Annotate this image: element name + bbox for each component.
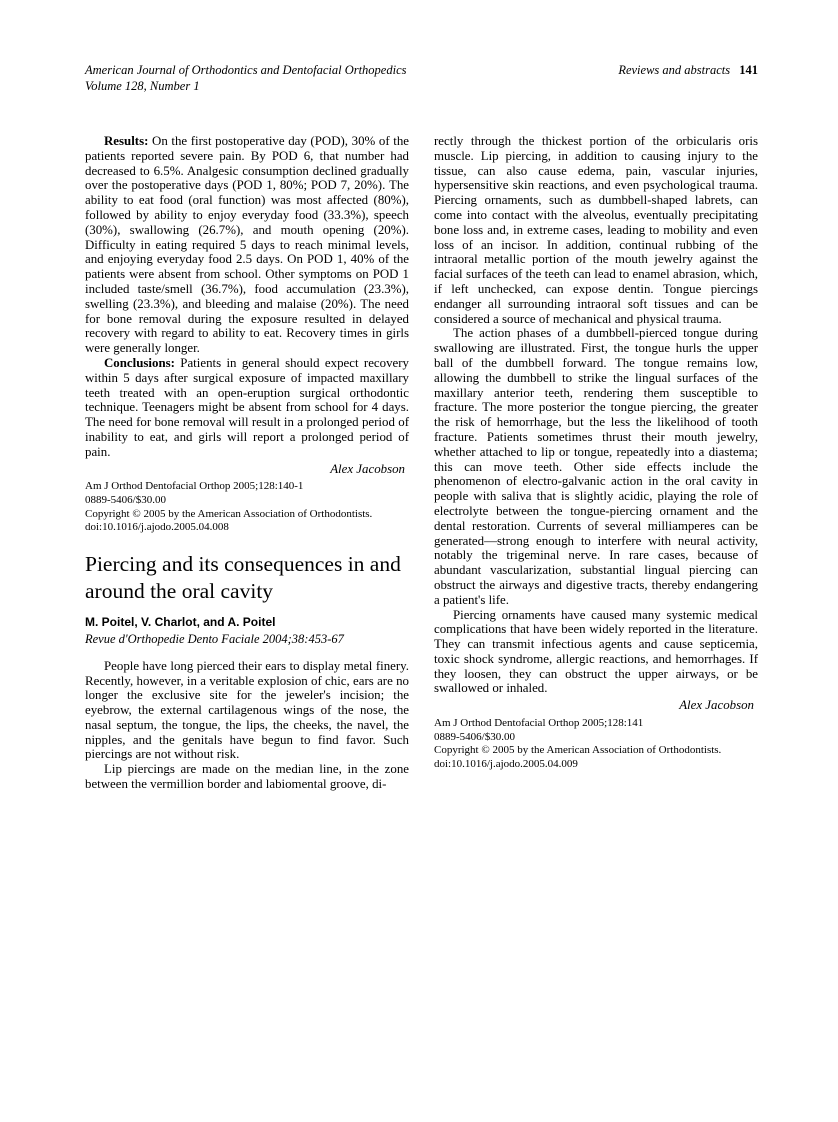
two-column-layout [85, 134, 758, 792]
citation-line: Am J Orthod Dentofacial Orthop 2005;128:140-1 [85, 480, 304, 493]
results-label: Results: [104, 134, 149, 148]
citation-line: doi:10.1016/j.ajodo.2005.04.008 [85, 521, 229, 534]
citation-line: Am J Orthod Dentofacial Orthop 2005;128:141 [434, 717, 644, 730]
citation-block [434, 717, 758, 771]
conclusions-label: Conclusions: [104, 355, 175, 370]
reviewer-name: Alex Jacobson [679, 698, 754, 713]
article-paragraph: People have long pierced their ears to display metal finery. Recently, however, in a veritable explosion of chic, ears are no longer the exclusive site for the jeweler's incision; the eyebrow, the external cartilagenous wings of the nose, the nasal septum, the tongue, the lips, the cheeks, the navel, the nipples, and the genitals have begun to find favor. Such piercings are not without risk. [85, 658, 409, 762]
citation-block [85, 480, 409, 534]
conclusions-text: Patients in general should expect recovery within 5 days after surgical exposure of impacted maxillary teeth treated with an open-eruption surgical orthodontic technique. Teenagers might be absent from school for 4 days. The need for bone removal will result in a prolonged period of inability to eat, and girls will report a prolonged period of pain. [85, 355, 409, 459]
citation-line: 0889-5406/$30.00 [434, 730, 515, 743]
page-header [85, 62, 758, 94]
page-content [85, 62, 758, 792]
page-number: 141 [739, 63, 758, 77]
article-paragraph: Piercing ornaments have caused many systemic medical complications that have been widely reported in the literature. They can transmit infectious agents and cause septicemia, toxic shock syndrome, allergic reactions, and hemorrhages. If they loosen, they can obstruct the upper airways, or be swallowed or inhaled. [434, 607, 758, 696]
reviewer-name: Alex Jacobson [330, 461, 405, 476]
results-paragraph [85, 134, 409, 356]
citation-line: doi:10.1016/j.ajodo.2005.04.009 [434, 757, 578, 770]
citation-line: 0889-5406/$30.00 [85, 493, 166, 506]
article-title: Piercing and its consequences in and around the oral cavity [85, 551, 401, 603]
citation-line: Copyright © 2005 by the American Association of Orthodontists. [434, 744, 722, 757]
journal-volume-issue: Volume 128, Number 1 [85, 79, 200, 93]
conclusions-paragraph [85, 356, 409, 460]
right-column [434, 134, 758, 792]
journal-title: American Journal of Orthodontics and Dentofacial Orthopedics [85, 63, 407, 77]
article-paragraph-continuation: rectly through the thickest portion of the orbicularis oris muscle. Lip piercing, in addition to causing injury to the tissue, can also cause edema, pain, vascular injuries, hypersensitive skin reactions, and even psychological trauma. Piercing ornaments, such as dumbbell-shaped labrets, can come into contact with the alveolus, eventually precipitating bone loss and, in extreme cases, leading to mobility and even loss of an incisor. In addition, continual rubbing of the intraoral metallic portion of the mouth jewelry against the facial surfaces of the teeth can lead to enamel abrasion, which, if left unchecked, can expose dentin. Tongue piercings endanger all surrounding intraoral soft tissues and can be considered a source of mechanical and physical trauma. [434, 134, 758, 326]
results-text: On the first postoperative day (POD), 30% of the patients reported severe pain. By POD 6, that number had decreased to 6.5%. Analgesic consumption declined gradually over the postoperative days (POD 1, 80%; POD 7, 20%). The ability to eat food (oral function) was most affected (80%), followed by ability to enjoy everyday food (33.3%), speech (30%), swallowing (26.7%), and mouth opening (20%). Difficulty in eating required 5 days to reach minimal levels, and enjoying everyday food 2.5 days. On POD 1, 40% of the patients were absent from school. Other symptoms on POD 1 included taste/smell (36.7%), food accumulation (23.3%), swelling (23.3%), and bleeding and malaise (20%). The need for bone removal during the exposure resulted in delayed recovery with regard to ability to eat. Recovery times in girls were generally longer. [85, 134, 409, 356]
journal-info [85, 62, 407, 94]
article-authors: M. Poitel, V. Charlot, and A. Poitel [85, 614, 276, 629]
article-source: Revue d'Orthopedie Dento Faciale 2004;38:453-67 [85, 631, 344, 646]
running-head [618, 62, 758, 78]
left-column [85, 134, 409, 792]
article-paragraph: The action phases of a dumbbell-pierced tongue during swallowing are illustrated. First, the tongue hurls the upper ball of the dumbbell forward. The tongue remains low, allowing the dumbbell to strike the lingual surfaces of the maxillary anterior teeth, rendering them susceptible to fracture. The more posterior the tongue piercing, the greater the risk of hemorrhage, but the less the likelihood of tooth fracture. Patients sometimes thrust their mouth jewelry, whether attached to lip or tongue, repeatedly into a diastema; this can move teeth. Other side effects include the phenomenon of electro-galvanic action in the oral cavity in people with saliva that is slightly acidic, playing the role of electrolyte between the tongue-piercing ornament and the dental restoration. Currents of several milliamperes can be generated—strong enough to interfere with neural activity, notably the trigeminal nerve. In rare cases, because of abundant vascularization, substantial lingual piercing can obstruct the airways and digestive tracts, thereby endangering a patient's life. [434, 326, 758, 607]
section-title: Reviews and abstracts [618, 63, 731, 77]
article-paragraph: Lip piercings are made on the median line, in the zone between the vermillion border and labiomental groove, di- [85, 762, 409, 792]
citation-line: Copyright © 2005 by the American Association of Orthodontists. [85, 507, 373, 520]
